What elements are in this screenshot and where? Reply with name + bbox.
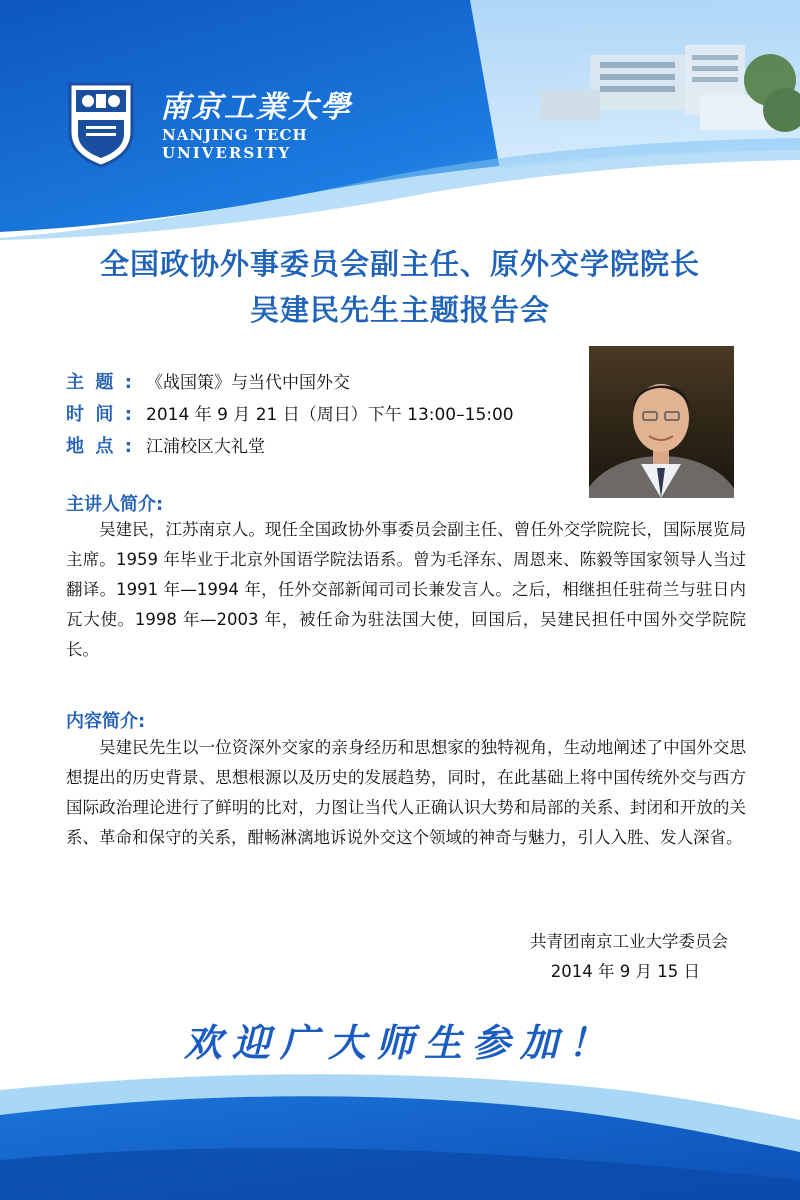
content-heading: 内容简介:: [66, 711, 146, 732]
place-label: 地点:: [66, 436, 132, 457]
logo-english-name-line1: NANJING TECH: [162, 126, 308, 144]
welcome-slogan: 欢迎广大师生参加！: [183, 1020, 616, 1065]
logo-english-name-line2: UNIVERSITY: [162, 144, 292, 162]
place-value: 江浦校区大礼堂: [146, 437, 265, 457]
signer-organization: 共青团南京工业大学委员会: [530, 932, 728, 951]
bio-paragraph: 吴建民，江苏南京人。现任全国政协外事委员会副主任、曾任外交学院院长，国际展览局主席。1959 年毕业于北京外国语学院法语系。曾为毛泽东、周恩来、陈毅等国家领导人当过翻译。1991 年—1994 年，任外交部新闻司司长兼发言人。之后，相继担任驻荷兰与驻日内瓦大使。1998 年—2003 年，被任命为驻法国大使，回国后，吴建民担任中国外交学院院长。: [66, 520, 746, 659]
event-title-line1: 全国政协外事委员会副主任、原外交学院院长: [99, 247, 700, 281]
footer-wave-banner: [0, 1060, 800, 1200]
time-value: 2014 年 9 月 21 日（周日）下午 13:00–15:00: [146, 405, 514, 425]
content-paragraph: 吴建民先生以一位资深外交家的亲身经历和思想家的独特视角，生动地阐述了中国外交思想提出的历史背景、思想根源以及历史的发展趋势，同时，在此基础上将中国传统外交与西方国际政治理论进行了鲜明的比对，力图让当代人正确认识大势和局部的关系、封闭和开放的关系、革命和保守的关系，酣畅淋漓地诉说外交这个领域的神奇与魅力，引人入胜、发人深省。: [66, 738, 746, 847]
event-title-line2: 吴建民先生主题报告会: [249, 293, 550, 327]
bio-heading: 主讲人简介:: [66, 494, 164, 515]
university-emblem-icon: [66, 80, 136, 168]
topic-value: 《战国策》与当代中国外交: [146, 373, 350, 393]
topic-label: 主题:: [66, 372, 132, 393]
logo-chinese-name: 南京工業大學: [160, 90, 352, 125]
signature-date: 2014 年 9 月 15 日: [550, 962, 700, 981]
speaker-photo: [589, 346, 734, 498]
time-label: 时间:: [66, 404, 132, 425]
